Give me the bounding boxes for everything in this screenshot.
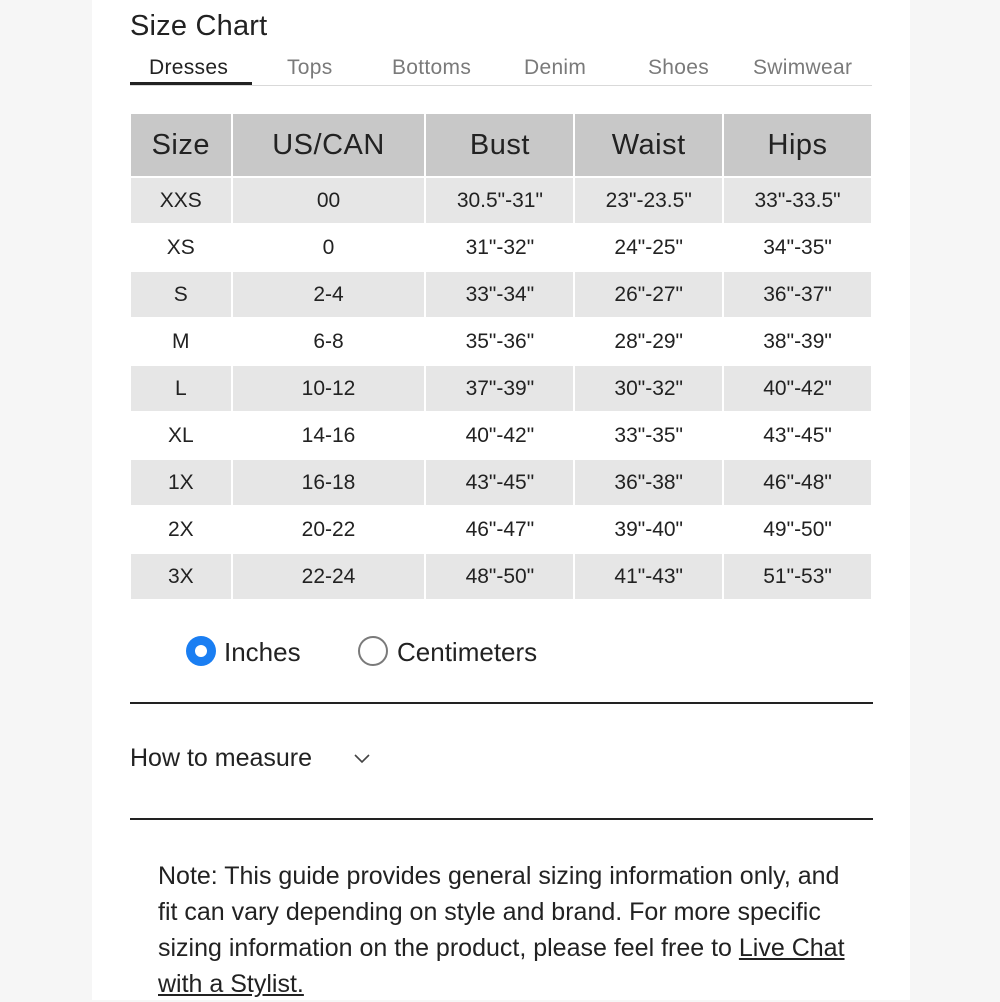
unit-selector (186, 634, 586, 674)
table-row (131, 460, 871, 507)
centimeters-radio[interactable] (358, 636, 388, 666)
cell-waist: 33"-35" (575, 413, 722, 460)
cell-bust: 30.5"-31" (426, 178, 573, 225)
header-size: Size (131, 114, 231, 178)
tab-dresses[interactable]: Dresses (149, 56, 229, 79)
table-row (131, 319, 871, 366)
tab-shoes[interactable]: Shoes (648, 56, 710, 79)
table-row (131, 507, 871, 554)
divider-bottom (130, 818, 873, 820)
cell-us-can: 6-8 (233, 319, 425, 366)
cell-bust: 43"-45" (426, 460, 573, 507)
cell-hips: 33"-33.5" (724, 178, 871, 225)
cell-hips: 49"-50" (724, 507, 871, 554)
cell-bust: 31"-32" (426, 225, 573, 272)
centimeters-label[interactable]: Centimeters (397, 637, 538, 667)
cell-us-can: 2-4 (233, 272, 425, 319)
table-row (131, 413, 871, 460)
table-header-row (131, 114, 871, 178)
size-table (129, 114, 873, 601)
cell-size: 2X (131, 507, 231, 554)
table-row (131, 178, 871, 225)
cell-size: S (131, 272, 231, 319)
inches-label[interactable]: Inches (224, 637, 301, 667)
header-bust: Bust (426, 114, 573, 178)
inches-radio[interactable] (186, 636, 216, 666)
table-row (131, 225, 871, 272)
cell-size: M (131, 319, 231, 366)
chevron-down-icon[interactable] (352, 752, 372, 771)
cell-us-can: 0 (233, 225, 425, 272)
cell-size: XL (131, 413, 231, 460)
cell-waist: 23"-23.5" (575, 178, 722, 225)
cell-hips: 38"-39" (724, 319, 871, 366)
cell-size: XS (131, 225, 231, 272)
note-text: This guide provides general sizing information only, and fit can vary depending on style and brand. For more specific sizing information on the product, please feel free to (158, 862, 840, 962)
cell-waist: 26"-27" (575, 272, 722, 319)
tab-swimwear[interactable]: Swimwear (753, 56, 853, 79)
cell-hips: 51"-53" (724, 554, 871, 601)
cell-us-can: 16-18 (233, 460, 425, 507)
cell-hips: 36"-37" (724, 272, 871, 319)
cell-bust: 33"-34" (426, 272, 573, 319)
page-title: Size Chart (130, 10, 268, 42)
cell-waist: 30"-32" (575, 366, 722, 413)
header-us-can: US/CAN (233, 114, 425, 178)
cell-size: XXS (131, 178, 231, 225)
table-row (131, 366, 871, 413)
cell-waist: 28"-29" (575, 319, 722, 366)
cell-hips: 43"-45" (724, 413, 871, 460)
cell-hips: 34"-35" (724, 225, 871, 272)
header-hips: Hips (724, 114, 871, 178)
cell-waist: 41"-43" (575, 554, 722, 601)
cell-bust: 48"-50" (426, 554, 573, 601)
sizing-note (158, 858, 858, 1002)
cell-hips: 46"-48" (724, 460, 871, 507)
how-to-measure-toggle[interactable]: How to measure (130, 744, 313, 772)
cell-us-can: 00 (233, 178, 425, 225)
cell-size: 3X (131, 554, 231, 601)
tab-denim[interactable]: Denim (524, 56, 587, 79)
live-chat-link[interactable]: Live Chat with a Stylist. (158, 934, 845, 998)
cell-waist: 36"-38" (575, 460, 722, 507)
note-label: Note: (158, 862, 218, 890)
cell-size: 1X (131, 460, 231, 507)
cell-us-can: 14-16 (233, 413, 425, 460)
table-row (131, 272, 871, 319)
cell-bust: 37"-39" (426, 366, 573, 413)
cell-waist: 24"-25" (575, 225, 722, 272)
header-waist: Waist (575, 114, 722, 178)
category-tabs (130, 52, 872, 86)
active-tab-indicator (130, 82, 252, 85)
cell-us-can: 10-12 (233, 366, 425, 413)
cell-bust: 35"-36" (426, 319, 573, 366)
cell-us-can: 22-24 (233, 554, 425, 601)
cell-waist: 39"-40" (575, 507, 722, 554)
divider-top (130, 702, 873, 704)
tab-tops[interactable]: Tops (287, 56, 333, 79)
cell-hips: 40"-42" (724, 366, 871, 413)
cell-bust: 40"-42" (426, 413, 573, 460)
cell-size: L (131, 366, 231, 413)
tab-bottoms[interactable]: Bottoms (392, 56, 472, 79)
cell-bust: 46"-47" (426, 507, 573, 554)
cell-us-can: 20-22 (233, 507, 425, 554)
table-row (131, 554, 871, 601)
